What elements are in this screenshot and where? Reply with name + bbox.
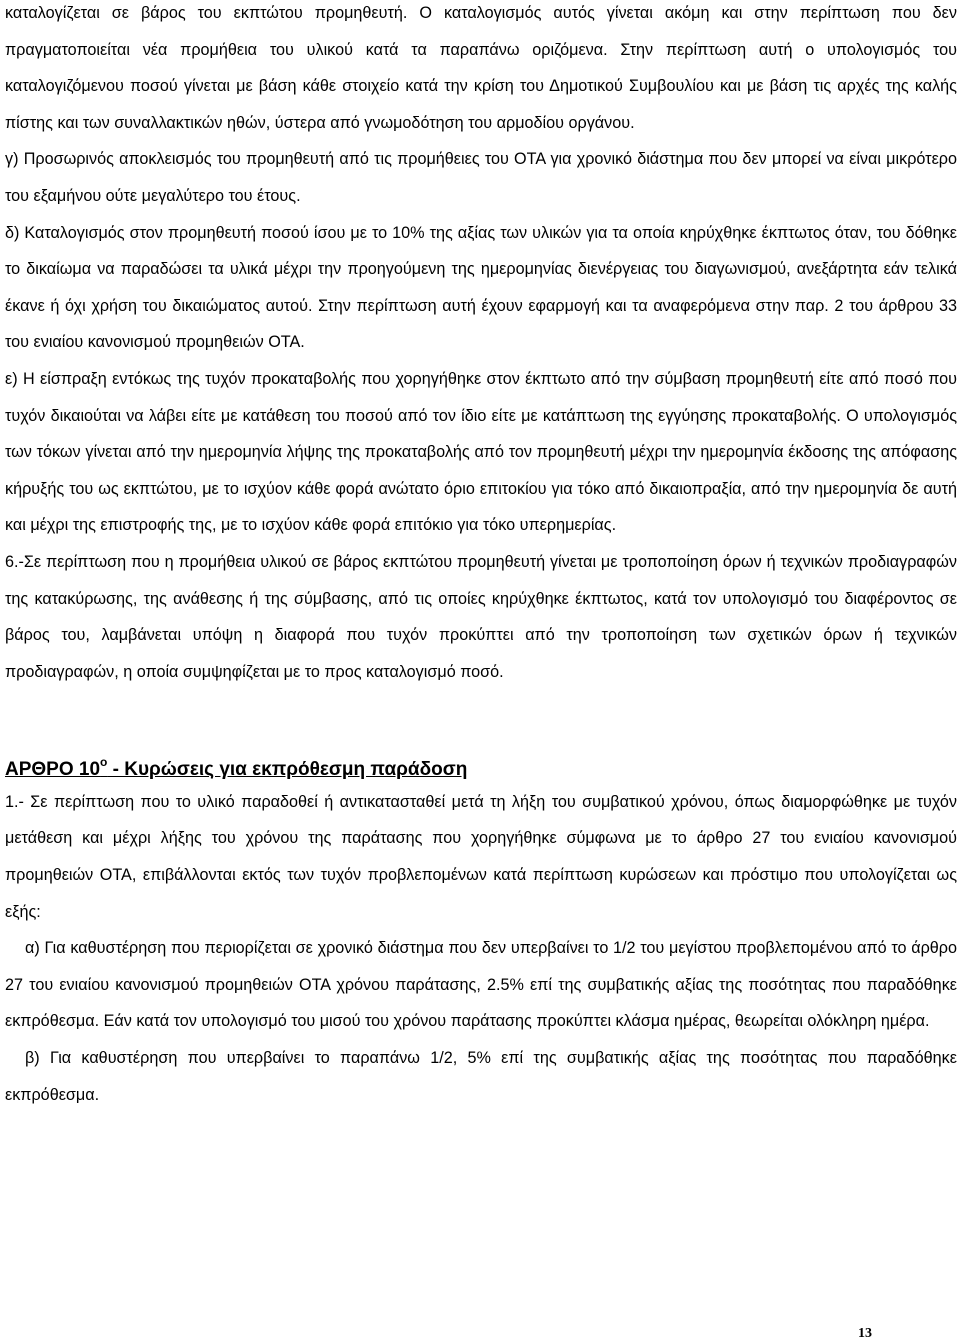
article-paragraph-1: 1.- Σε περίπτωση που το υλικό παραδοθεί ή αντικατασταθεί μετά τη λήξη του συμβατικού χρόνου, όπως διαμορφώθηκε με τυχόν μετάθεση και μέχρι λήξης του χρόνου της παράτασης που χορηγήθηκε σύμφωνα με το άρθρο 27 του ενιαίου κανονισμού προμηθειών ΟΤΑ, επιβάλλονται εκτός των τυχόν προβλεπομένων κατά περίπτωση κυρώσεων και πρόστιμο που υπολογίζεται ως εξής: xyxy=(5,792,957,921)
article-heading xyxy=(5,753,957,787)
article-heading-superscript: ο xyxy=(100,754,108,769)
blank-line xyxy=(5,690,957,727)
paragraph-item-epsilon: ε) Η είσπραξη εντόκως της τυχόν προκαταβολής που χορηγήθηκε στον έκπτωτο από την σύμβαση προμηθευτή είτε από ποσό που τυχόν δικαιούται να λάβει είτε με κατάθεση του ποσού από τον ίδιο είτε με κατάπτωση της εγγύησης προκαταβολής. Ο υπολογισμός των τόκων γίνεται από την ημερομηνία λήψης της προκαταβολής από τον προμηθευτή μέχρι την ημερομηνία έκδοσης της απόφασης κήρυξής του ως εκπτώτου, με το ισχύον κάθε φορά ανώτατο όριο επιτοκίου για τόκο από δικαιοπραξία, από την ημερομηνία δε αυτή και μέχρι της επιστροφής της, με το ισχύον κάθε φορά επιτόκιο για τόκο υπερημερίας. xyxy=(5,369,957,535)
paragraph-item-gamma: γ) Προσωρινός αποκλεισμός του προμηθευτή από τις προμήθειες του ΟΤΑ για χρονικό διάστημα που δεν μπορεί να είναι μικρότερο του εξαμήνου ούτε μεγαλύτερο του έτους. xyxy=(5,150,957,205)
article-item-alpha: α) Για καθυστέρηση που περιορίζεται σε χρονικό διάστημα που δεν υπερβαίνει το 1/2 του μεγίστου προβλεπομένου από το άρθρο 27 του ενιαίου κανονισμού προμηθειών ΟΤΑ χρόνου παράτασης, 2.5% επί της συμβατικής αξίας της ποσότητας που παραδόθηκε εκπρόθεσμα. Εάν κατά τον υπολογισμό του μισού του χρόνου παράτασης προκύπτει κλάσμα ημέρας, θεωρείται ολόκληρη ημέρα. xyxy=(5,939,957,1031)
page-number: 13 xyxy=(858,1326,872,1341)
paragraph-section-6: 6.-Σε περίπτωση που η προμήθεια υλικού σε βάρος εκπτώτου προμηθευτή γίνεται με τροποποίηση όρων ή τεχνικών προδιαγραφών της κατακύρωσης, της ανάθεσης ή της σύμβασης, από τις οποίες κηρύχθηκε έκπτωτος, κατά τον υπολογισμό του διαφέροντος σε βάρος του, λαμβάνεται υπόψη η διαφορά που τυχόν προκύπτει από την τροποποίηση των σχετικών όρων ή τεχνικών προδιαγραφών, η οποία συμψηφίζεται με το προς καταλογισμό ποσό. xyxy=(5,552,957,681)
article-item-beta: β) Για καθυστέρηση που υπερβαίνει το παραπάνω 1/2, 5% επί της συμβατικής αξίας της ποσότητας που παραδόθηκε εκπρόθεσμα. xyxy=(5,1049,957,1104)
paragraph-continuation: καταλογίζεται σε βάρος του εκπτώτου προμηθευτή. Ο καταλογισμός αυτός γίνεται ακόμη και στην περίπτωση που δεν πραγματοποιείται νέα προμήθεια του υλικού κατά τα παραπάνω οριζόμενα. Στην περίπτωση αυτή ο υπολογισμός του καταλογιζόμενου ποσού γίνεται με βάση κάθε στοιχείο κατά την κρίση του Δημοτικού Συμβουλίου και με βάση τις αρχές της καλής πίστης και των συναλλακτικών ηθών, ύστερα από γνωμοδότηση του αρμοδίου οργάνου. xyxy=(5,4,957,132)
paragraph-item-delta: δ) Καταλογισμός στον προμηθευτή ποσού ίσου με το 10% της αξίας των υλικών για τα οποία κηρύχθηκε έκπτωτος όταν, του δόθηκε το δικαίωμα να παραδώσει τα υλικά μέχρι την προηγούμενη της ημερομηνίας διενέργειας του διαγωνισμού, ανεξάρτητα εάν τελικά έκανε ή όχι χρήση του δικαιώματος αυτού. Στην περίπτωση αυτή έχουν εφαρμογή και τα αναφερόμενα στην παρ. 2 του άρθρου 33 του ενιαίου κανονισμού προμηθειών ΟΤΑ. xyxy=(5,223,957,352)
article-heading-title: - Κυρώσεις για εκπρόθεσμη παράδοση xyxy=(107,758,468,780)
article-heading-prefix: ΑΡΘΡΟ 10 xyxy=(5,758,101,780)
document-page xyxy=(5,0,957,1113)
